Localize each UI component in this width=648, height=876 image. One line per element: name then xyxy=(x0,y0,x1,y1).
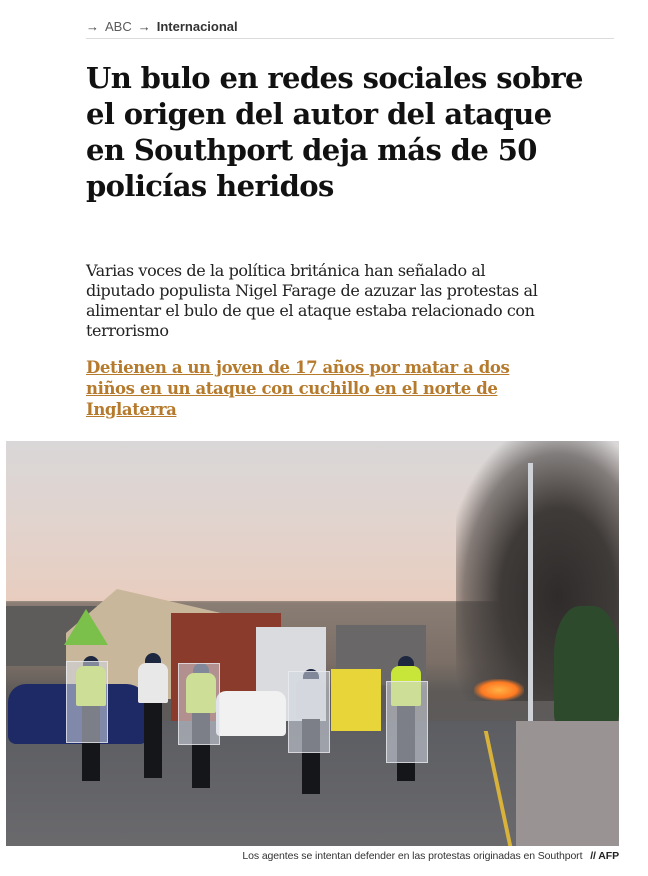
photo-caption-text: Los agentes se intentan defender en las protestas originadas en Southport xyxy=(242,850,583,862)
breadcrumb-item-abc[interactable]: ABC xyxy=(105,18,132,34)
photo-car xyxy=(216,691,286,736)
photo-road-sign xyxy=(64,609,108,645)
photo-officer xyxy=(138,653,168,778)
breadcrumb xyxy=(86,14,614,39)
photo-pavement xyxy=(516,721,619,846)
photo-fire xyxy=(474,679,524,701)
arrow-right-icon: → xyxy=(137,18,151,34)
article-headline: Un bulo en redes sociales sobre el origen del autor del ataque en Southport deja más de 50 policías heridos xyxy=(86,61,583,203)
related-article-link[interactable]: Detienen a un joven de 17 años por matar a dos niños en un ataque con cuchillo en el norte de Inglaterra xyxy=(86,358,510,419)
photo-shield xyxy=(178,663,220,745)
photo-street-light xyxy=(528,463,533,743)
breadcrumb-item-internacional[interactable]: Internacional xyxy=(156,18,238,34)
photo-tree xyxy=(554,606,619,726)
photo-caption xyxy=(6,850,619,862)
photo-credit: // AFP xyxy=(590,850,619,862)
article-subtitle: Varias voces de la política británica han señalado al diputado populista Nigel Farage de azuzar las protestas al alimentar el bulo de que el ataque estaba relacionado con terrorismo xyxy=(86,261,538,340)
photo-shield xyxy=(386,681,428,763)
photo-ambulance xyxy=(331,669,381,731)
arrow-right-icon: → xyxy=(86,18,99,34)
photo-shield xyxy=(66,661,108,743)
photo-shield xyxy=(288,671,330,753)
article-photo xyxy=(6,441,619,846)
